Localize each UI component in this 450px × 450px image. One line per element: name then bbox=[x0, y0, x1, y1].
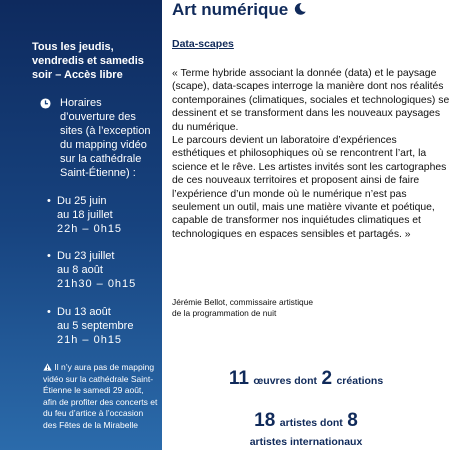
bullet-dot: • bbox=[47, 195, 51, 207]
works-stat bbox=[162, 368, 450, 390]
curator-signature bbox=[172, 297, 442, 320]
page-title-text: Art numérique bbox=[172, 0, 289, 19]
period-3-start: Du 13 août bbox=[57, 306, 111, 318]
period-3-times: 21h – 0h15 bbox=[57, 334, 123, 346]
period-1-times: 22h – 0h15 bbox=[57, 223, 123, 235]
artists-label: artistes dont bbox=[279, 417, 343, 429]
bullet-dot: • bbox=[47, 306, 51, 318]
period-1-end: au 18 juillet bbox=[57, 209, 113, 221]
period-1 bbox=[47, 194, 122, 236]
opening-days-headline: Tous les jeudis, vendredis et samedis soir – Accès libre bbox=[32, 41, 144, 81]
warning-icon bbox=[43, 363, 52, 371]
creations-count: 2 bbox=[321, 368, 333, 389]
international-count: 8 bbox=[347, 410, 358, 431]
period-2 bbox=[47, 249, 136, 291]
info-sidebar bbox=[0, 0, 162, 450]
clock-icon bbox=[40, 98, 51, 109]
artists-stat bbox=[162, 410, 450, 432]
period-3-end: au 5 septembre bbox=[57, 320, 134, 332]
description-text bbox=[172, 67, 450, 241]
international-stat bbox=[162, 432, 450, 450]
creations-label: créations bbox=[336, 375, 384, 387]
crescent-moon-icon bbox=[293, 2, 307, 16]
signature-line-2: de la programmation de nuit bbox=[172, 308, 277, 319]
works-label: œuvres dont bbox=[253, 375, 317, 387]
period-2-times: 21h30 – 0h15 bbox=[57, 278, 137, 290]
period-1-start: Du 25 juin bbox=[57, 195, 107, 207]
period-2-end: au 8 août bbox=[57, 264, 103, 276]
opening-hours-intro bbox=[43, 96, 153, 180]
period-2-start: Du 23 juillet bbox=[57, 250, 115, 262]
bullet-dot: • bbox=[47, 250, 51, 262]
works-count: 11 bbox=[228, 368, 249, 389]
opening-hours-text: Horaires d’ouverture des sites (à l’exception du mapping vidéo sur la cathédrale Saint-Étienne) : bbox=[60, 97, 151, 179]
mapping-notice bbox=[43, 362, 158, 432]
description-paragraph-1: « Terme hybride associant la donnée (data) et le paysage (scape), data-scapes interroge la manière dont nos réalités contemporaines (climatiques, sociales et technologiques) se dessinent et se transforment dans les nouveaux paysages du numérique. bbox=[172, 68, 450, 133]
period-3 bbox=[47, 305, 133, 347]
page-title bbox=[172, 0, 307, 20]
section-subtitle: Data-scapes bbox=[172, 38, 234, 50]
signature-line-1: Jérémie Bellot, commissaire artistique bbox=[172, 297, 314, 307]
mapping-notice-text: Il n’y aura pas de mapping vidéo sur la cathédrale Saint-Étienne le samedi 29 août, afin de profiter des concerts et du feu d’artice à l’occasion des Fêtes de la Mirabelle bbox=[43, 362, 158, 430]
international-label: artistes internationaux bbox=[249, 436, 363, 448]
description-paragraph-2: Le parcours devient un laboratoire d’expériences esthétiques et philosophiques où se rencontrent l’art, la science et le rêve. Les artistes invités sont les cartographes de ces nouveaux territoires et proposent ainsi de faire l’expérience d’un monde où le numérique n’est pas seulement un outil, mais une matière vivante et poétique, capable de transformer nos inquiétudes climatiques et technologiques en espaces sensibles et partagés. » bbox=[172, 135, 447, 240]
artists-count: 18 bbox=[254, 410, 276, 431]
